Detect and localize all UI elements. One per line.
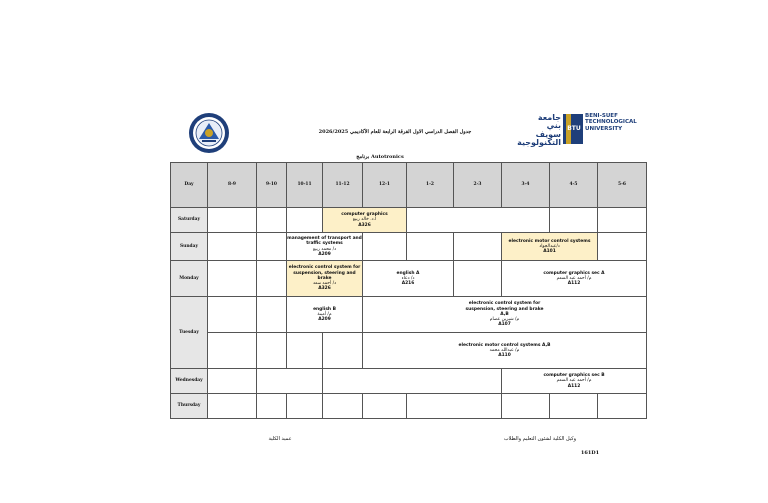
empty-cell — [407, 233, 454, 261]
header-3-4: 3-4 — [502, 163, 550, 208]
btu-logo — [517, 112, 637, 148]
empty-cell — [598, 208, 647, 233]
empty-cell — [208, 369, 257, 394]
empty-cell — [257, 394, 287, 419]
day-wednesday: Wednesday — [171, 369, 208, 394]
day-tuesday: Tuesday — [171, 297, 208, 369]
day-monday: Monday — [171, 261, 208, 297]
class-cell: computer graphics sec B م/ أحمد عبد المنعم A112 — [502, 369, 647, 394]
table-row — [171, 369, 647, 394]
class-cell: english B م/ أمينة A209 — [287, 297, 363, 333]
table-row — [171, 394, 647, 419]
empty-cell — [287, 333, 323, 369]
header-5-6: 5-6 — [598, 163, 647, 208]
vice-dean-signature-label: وكيل الكلية لشئون التعليم والطلاب — [503, 436, 577, 442]
empty-cell — [208, 233, 257, 261]
table-row — [171, 333, 647, 369]
empty-cell — [208, 333, 257, 369]
schedule-title: جدول الفصل الدراسي الاول الفرقة الرابعة للعام الأكاديمي 2026/2025 — [318, 129, 472, 135]
dean-signature-label: عميد الكلية — [268, 436, 292, 442]
empty-cell — [407, 394, 502, 419]
schedule-table — [170, 162, 647, 419]
header-12-1: 12-1 — [363, 163, 407, 208]
class-cell: electronic control system for suspension, steering and brake A,B م/ شيرين عصام A107 — [363, 297, 647, 333]
empty-cell — [454, 233, 502, 261]
header-11-12: 11-12 — [323, 163, 363, 208]
header-8-9: 8-9 — [208, 163, 257, 208]
empty-cell — [287, 394, 323, 419]
empty-cell — [550, 394, 598, 419]
university-seal-logo — [188, 112, 230, 154]
class-cell: electronic control system for suspension, steering and brake د/ أحمد سعد A326 — [287, 261, 363, 297]
empty-cell — [257, 233, 287, 261]
empty-cell — [550, 208, 598, 233]
table-row — [171, 261, 647, 297]
document-code: 161D1 — [580, 450, 600, 456]
empty-cell — [363, 233, 407, 261]
empty-cell — [257, 261, 287, 297]
day-thursday: Thursday — [171, 394, 208, 419]
empty-cell — [454, 261, 502, 297]
empty-cell — [208, 208, 257, 233]
empty-cell — [208, 394, 257, 419]
class-cell: management of transport and traffic systems د/ محمد ربيع A209 — [287, 233, 363, 261]
empty-cell — [363, 394, 407, 419]
header-day: Day — [171, 163, 208, 208]
empty-cell — [323, 369, 502, 394]
university-name-english: BENI-SUEF TECHNOLOGICAL UNIVERSITY — [585, 113, 637, 132]
class-cell: computer graphics ا.د. خالد ربيع A326 — [323, 208, 407, 233]
empty-cell — [323, 333, 363, 369]
class-cell: english A د/ دعاء A216 — [363, 261, 454, 297]
empty-cell — [257, 297, 287, 333]
day-sunday: Sunday — [171, 233, 208, 261]
table-row — [171, 208, 647, 233]
university-name-arabic: جامعة بني سويف التكنولوجية — [517, 113, 561, 148]
empty-cell — [257, 333, 287, 369]
empty-cell — [287, 208, 323, 233]
program-label: برنامج Autotronics — [356, 154, 404, 160]
class-cell: computer graphics sec A م/ أحمد عبد المنعم A112 — [502, 261, 647, 297]
table-row — [171, 233, 647, 261]
empty-cell — [407, 208, 550, 233]
table-row — [171, 297, 647, 333]
empty-cell — [208, 261, 257, 297]
header-1-2: 1-2 — [407, 163, 454, 208]
header-2-3: 2-3 — [454, 163, 502, 208]
empty-cell — [257, 369, 323, 394]
btu-mark: BTU — [563, 114, 583, 144]
empty-cell — [598, 394, 647, 419]
header-10-11: 10-11 — [287, 163, 323, 208]
empty-cell — [208, 297, 257, 333]
empty-cell — [323, 394, 363, 419]
header-4-5: 4-5 — [550, 163, 598, 208]
empty-cell — [502, 394, 550, 419]
header-9-10: 9-10 — [257, 163, 287, 208]
day-saturday: Saturday — [171, 208, 208, 233]
empty-cell — [257, 208, 287, 233]
class-cell: electronic motor control systems A,B م/ عبدالله محمد A110 — [363, 333, 647, 369]
empty-cell — [598, 233, 647, 261]
class-cell: electronic motor control systems د/عبدالجواد A101 — [502, 233, 598, 261]
table-header-row — [171, 163, 647, 208]
